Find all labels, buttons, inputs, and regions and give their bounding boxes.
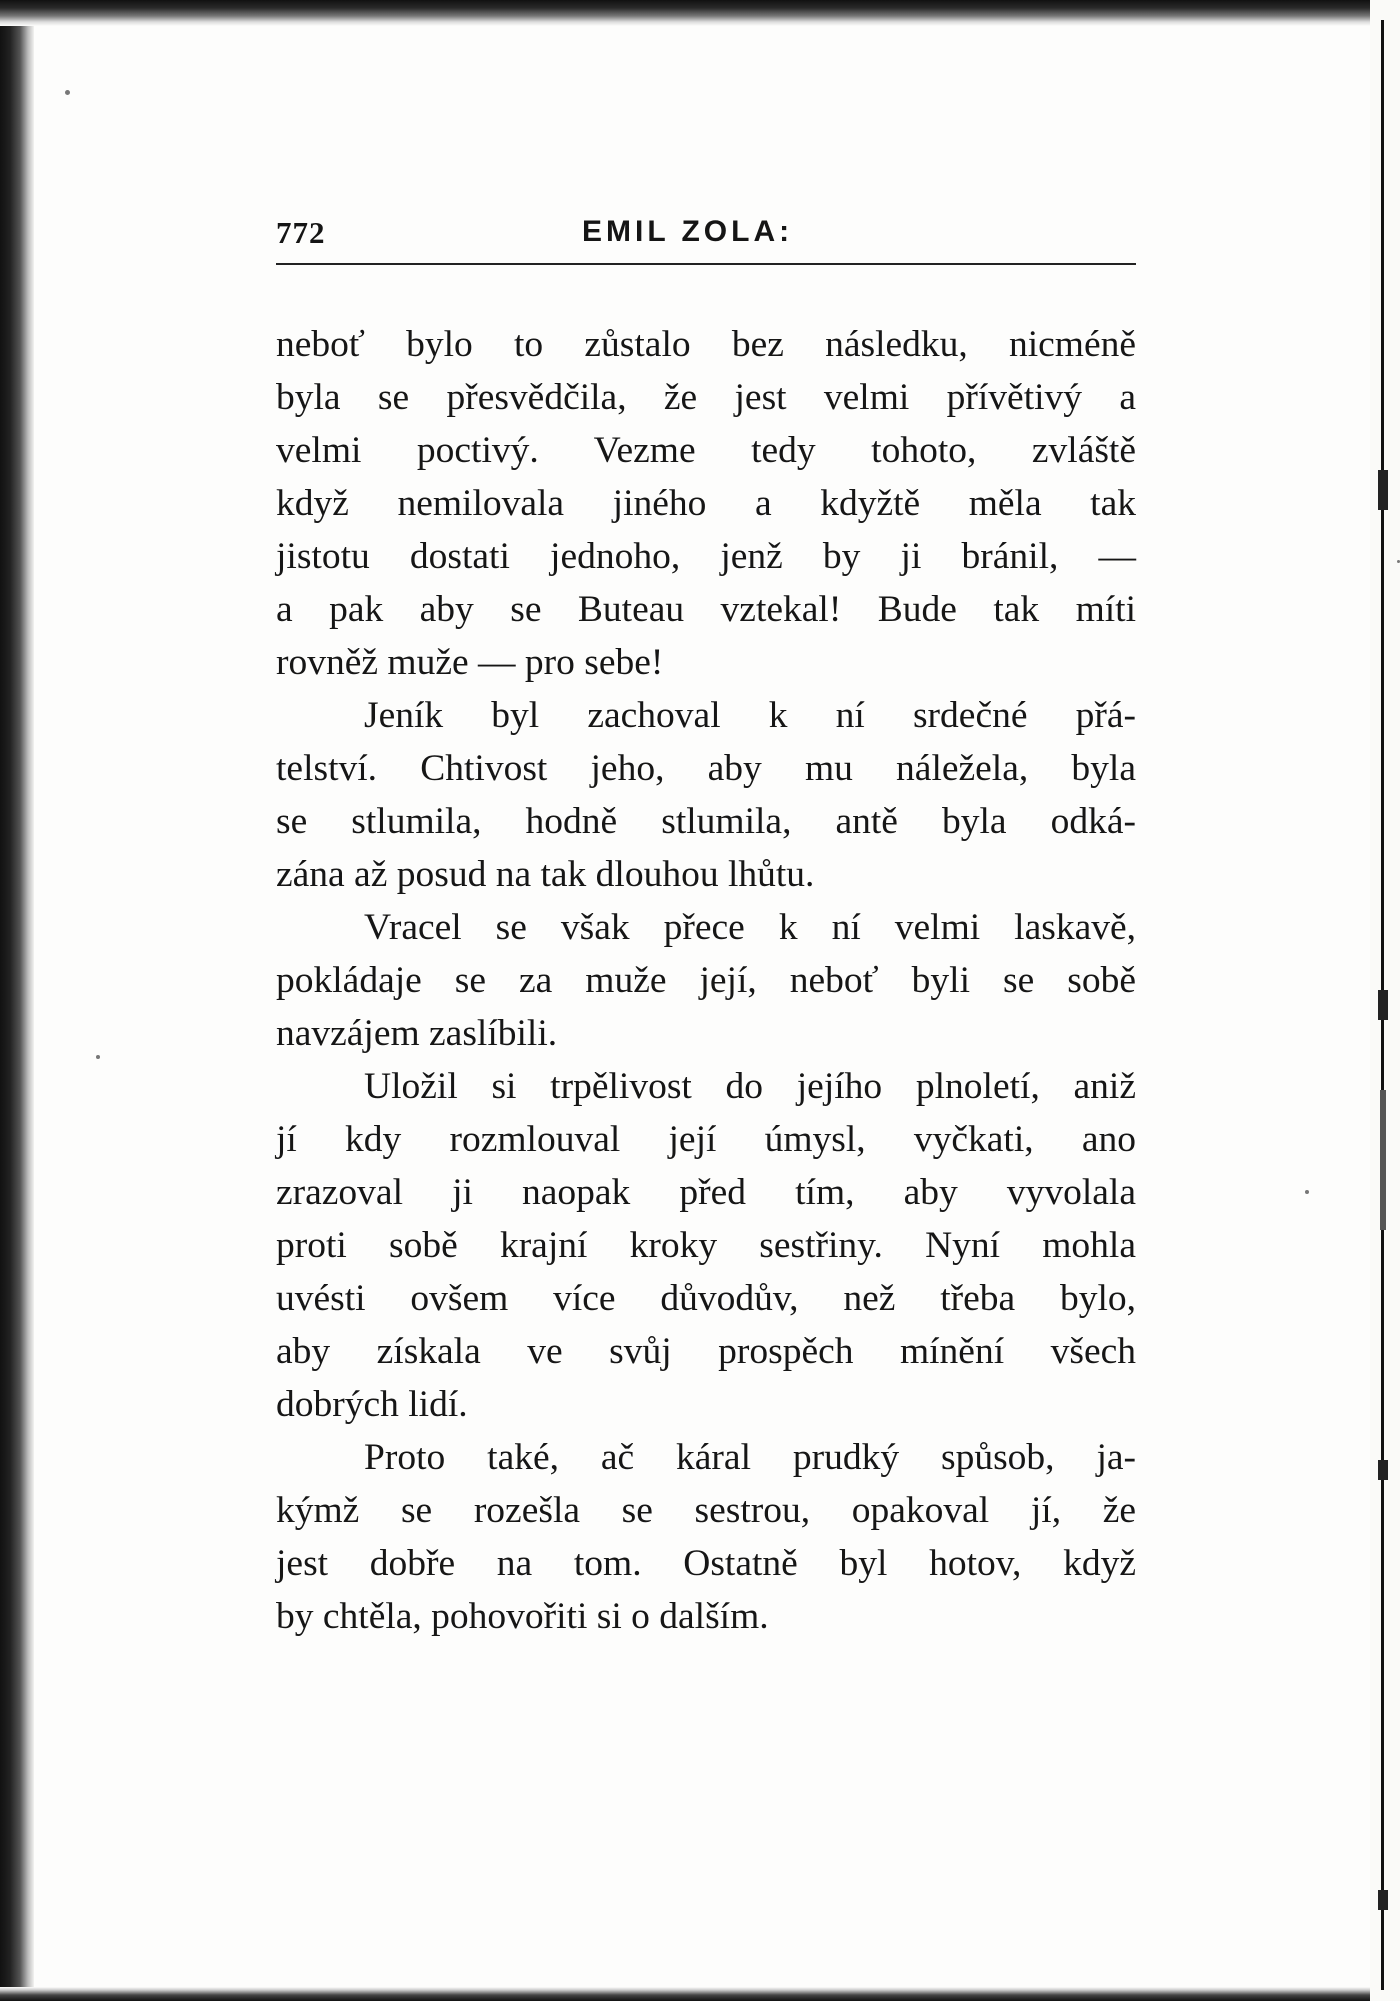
text-line: byla se přesvědčila, že jest velmi přívětivý a bbox=[276, 377, 1136, 418]
right-edge-mark bbox=[1378, 470, 1388, 510]
text-line: jest dobře na tom. Ostatně byl hotov, když bbox=[276, 1543, 1136, 1584]
text-line: když nemilovala jiného a kdyžtě měla tak bbox=[276, 483, 1136, 524]
text-line: a pak aby se Buteau vztekal! Bude tak míti bbox=[276, 589, 1136, 630]
top-scan-edge bbox=[0, 0, 1400, 26]
right-edge-mark bbox=[1380, 1090, 1386, 1230]
text-line: Vracel se však přece k ní velmi laskavě, bbox=[364, 907, 1136, 948]
body-text bbox=[276, 318, 1136, 1643]
paragraph bbox=[276, 1431, 1136, 1643]
page-number: 772 bbox=[276, 215, 326, 250]
text-line: zrazoval ji naopak před tím, aby vyvolala bbox=[276, 1172, 1136, 1213]
paragraph bbox=[276, 689, 1136, 901]
text-line: se stlumila, hodně stlumila, antě byla odká- bbox=[276, 801, 1136, 842]
text-line: by chtěla, pohovořiti si o dalším. bbox=[276, 1596, 769, 1637]
text-line: Uložil si trpělivost do jejího plnoletí, aniž bbox=[364, 1066, 1136, 1107]
right-edge-mark bbox=[1378, 1890, 1388, 1910]
text-line: navzájem zaslíbili. bbox=[276, 1013, 558, 1054]
text-line: jí kdy rozmlouval její úmysl, vyčkati, ano bbox=[276, 1119, 1136, 1160]
text-line: rovněž muže — pro sebe! bbox=[276, 642, 664, 683]
text-line: pokládaje se za muže její, neboť byli se sobě bbox=[276, 960, 1136, 1001]
page-header bbox=[276, 215, 1136, 251]
text-line: uvésti ovšem více důvodův, než třeba bylo, bbox=[276, 1278, 1136, 1319]
paragraph bbox=[276, 1060, 1136, 1431]
text-line: proti sobě krajní kroky sestřiny. Nyní mohla bbox=[276, 1225, 1136, 1266]
paragraph bbox=[276, 901, 1136, 1060]
text-line: dobrých lidí. bbox=[276, 1384, 468, 1425]
text-line: zána až posud na tak dlouhou lhůtu. bbox=[276, 854, 815, 895]
text-line: jistotu dostati jednoho, jenž by ji bránil, — bbox=[276, 536, 1136, 577]
running-head: EMIL ZOLA: bbox=[582, 215, 794, 248]
binding-shadow bbox=[0, 0, 34, 2001]
text-line: velmi poctivý. Vezme tedy tohoto, zvláště bbox=[276, 430, 1136, 471]
header-rule bbox=[276, 263, 1136, 265]
scan-speck bbox=[96, 1055, 100, 1059]
paragraph bbox=[276, 318, 1136, 689]
text-line: neboť bylo to zůstalo bez následku, nicméně bbox=[276, 324, 1136, 365]
text-line: Jeník byl zachoval k ní srdečné přá- bbox=[364, 695, 1136, 736]
text-line: telství. Chtivost jeho, aby mu náležela, byla bbox=[276, 748, 1136, 789]
scan-speck bbox=[65, 90, 70, 95]
text-line: Proto také, ač káral prudký spůsob, ja- bbox=[364, 1437, 1136, 1478]
right-edge-mark bbox=[1378, 1460, 1388, 1480]
right-edge-mark bbox=[1378, 990, 1388, 1020]
bottom-scan-edge bbox=[0, 1987, 1400, 2001]
text-line: kýmž se rozešla se sestrou, opakoval jí, že bbox=[276, 1490, 1136, 1531]
text-line: aby získala ve svůj prospěch mínění všech bbox=[276, 1331, 1136, 1372]
scan-speck bbox=[1305, 1190, 1309, 1194]
